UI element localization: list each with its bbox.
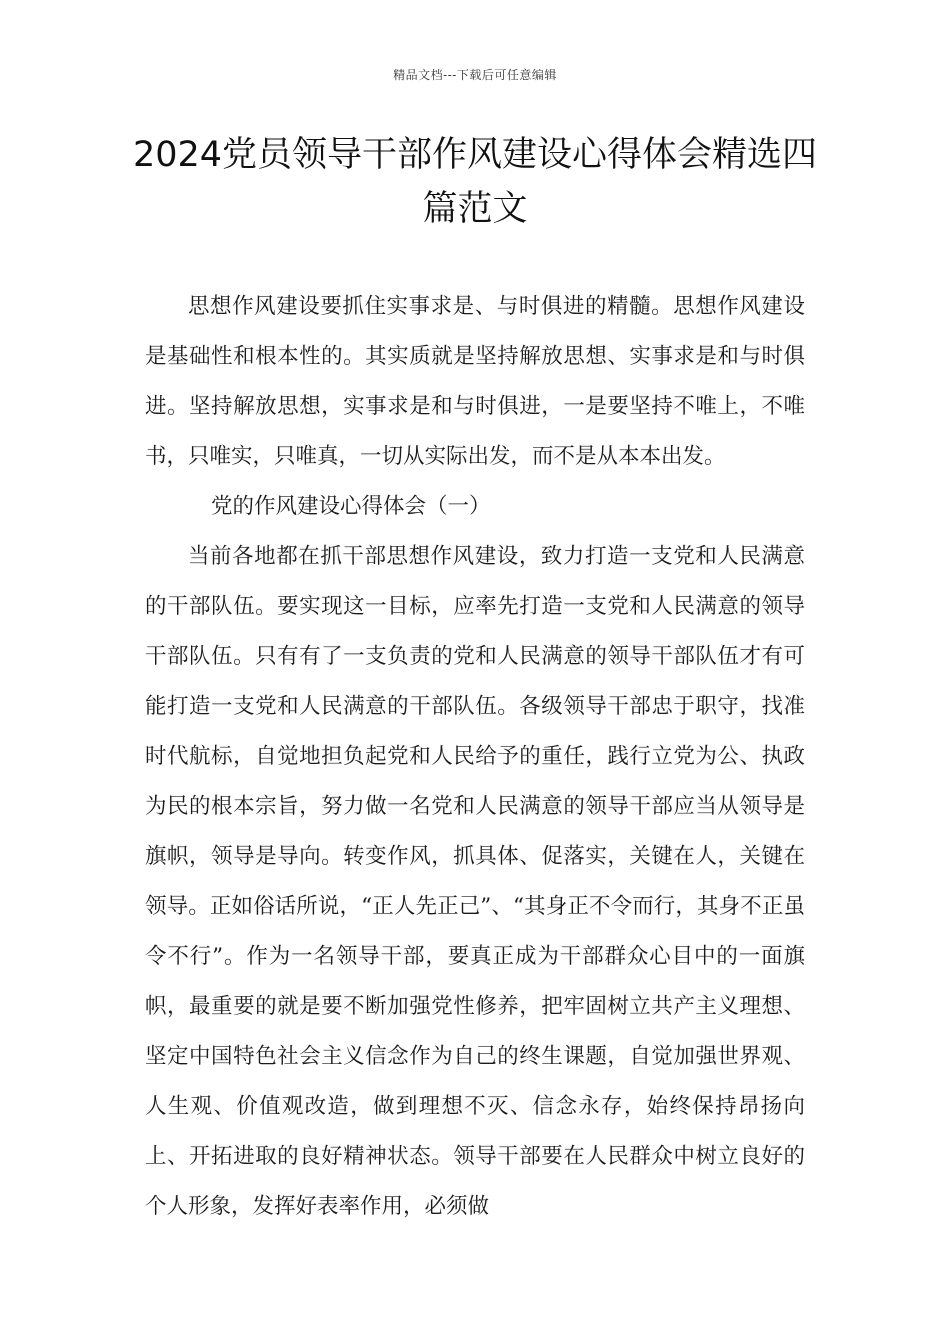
header-note: 精品文档---下载后可任意编辑 (393, 68, 557, 82)
document-body (145, 282, 805, 1232)
section-heading: 党的作风建设心得体会（一） (211, 494, 491, 519)
section-paragraph: 当前各地都在抓干部思想作风建设，致力打造一支党和人民满意的干部队伍。要实现这一目标，应率先打造一支党和人民满意的领导干部队伍。只有有了一支负责的党和人民满意的领导干部队伍才有可能打造一支党和人民满意的干部队伍。各级领导干部忠于职守，找准时代航标，自觉地担负起党和人民给予的重任，践行立党为公、执政为民的根本宗旨，努力做一名党和人民满意的领导干部应当从领导是旗帜，领导是导向。转变作风，抓具体、促落实，关键在人，关键在领导。正如俗话所说，“正人先正己”、“其身正不令而行，其身不正虽令不行”。作为一名领导干部，要真正成为干部群众心目中的一面旗帜，最重要的就是要不断加强党性修养，把牢固树立共产主义理想、坚定中国特色社会主义信念作为自己的终生课题，自觉加强世界观、人生观、价值观改造，做到理想不灭、信念永存，始终保持昂扬向上、开拓进取的良好精神状态。领导干部要在人民群众中树立良好的个人形象，发挥好表率作用，必须做 (145, 544, 805, 1219)
document-title: 2024党员领导干部作风建设心得体会精选四篇范文 (132, 135, 818, 229)
intro-paragraph: 思想作风建设要抓住实事求是、与时俱进的精髓。思想作风建设是基础性和根本性的。其实质就是坚持解放思想、实事求是和与时俱进。坚持解放思想，实事求是和与时俱进，一是要坚持不唯上，不唯书，只唯实，只唯真，一切从实际出发，而不是从本本出发。 (145, 294, 805, 469)
